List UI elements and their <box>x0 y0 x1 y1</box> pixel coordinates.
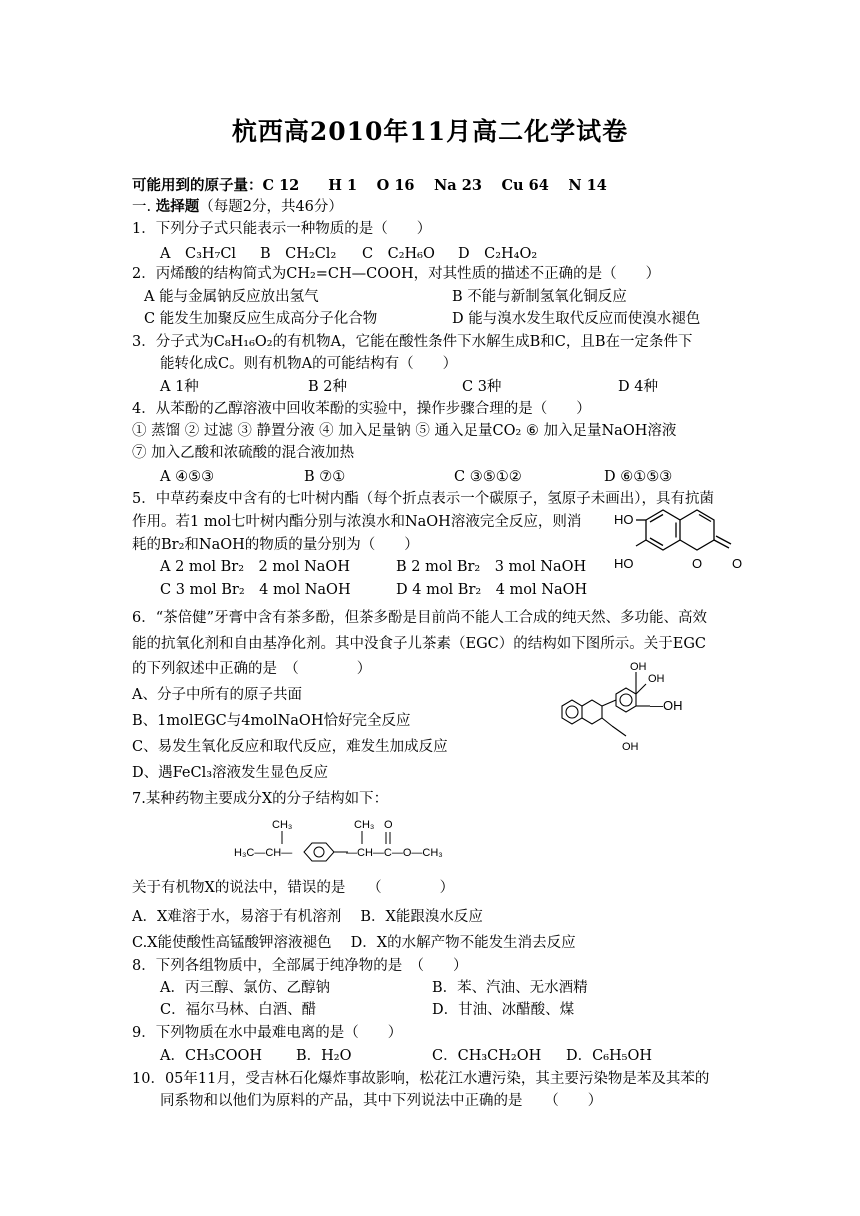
page-title: 杭西高2010年11月高二化学试卷 <box>231 117 629 146</box>
q8-option-b: B．苯、汽油、无水酒精 <box>432 980 588 996</box>
q3-option-c: C 3种 <box>462 379 502 395</box>
q6-option-a: A、分子中所有的原子共面 <box>132 687 302 703</box>
q6-oh-bottom: OH <box>622 741 639 753</box>
q7-ch3-label-1: CH₃ <box>272 819 293 831</box>
q7-carbonyl-o-label: O <box>384 819 393 831</box>
q7-h3c-ch-label: H₃C—CH— <box>234 847 293 859</box>
q1-option-a: A C₃H₇Cl <box>160 246 237 262</box>
q6-option-b: B、1molEGC与4molNaOH恰好完全反应 <box>132 713 411 729</box>
q6-oh-right: OH <box>648 673 665 685</box>
q7-options-cd: C.X能使酸性高锰酸钾溶液褪色 D．X的水解产物不能发生消去反应 <box>132 935 576 951</box>
q1-option-d: D C₂H₄O₂ <box>458 246 538 262</box>
q7-stem: 7.某种药物主要成分X的分子结构如下： <box>132 791 389 807</box>
q6-oh-top: OH <box>630 661 647 673</box>
q2-option-c: C 能发生加聚反应生成高分子化合物 <box>144 311 378 327</box>
q5-keto-o-label: O <box>732 556 743 571</box>
q7-ch3-label-2: CH₃ <box>354 819 375 831</box>
q6-option-d: D、遇FeCl₃溶液发生显色反应 <box>132 765 329 781</box>
q10-stem-2: 同系物和以他们为原料的产品，其中下列说法中正确的是 （ ） <box>160 1093 603 1109</box>
q6-stem-1: 6．“茶倍健”牙膏中含有茶多酚，但茶多酚是目前尚不能人工合成的纯天然、多功能、高效 <box>132 610 708 626</box>
section-heading <box>132 197 343 217</box>
q7-structure <box>232 816 462 866</box>
q9-option-a: A．CH₃COOH <box>160 1048 263 1064</box>
q5-option-a: A 2 mol Br₂ 2 mol NaOH <box>160 559 350 575</box>
q4-steps-1: ① 蒸馏 ② 过滤 ③ 静置分液 ④ 加入足量钠 ⑤ 通入足量CO₂ ⑥ 加入足量NaOH溶液 <box>132 423 677 439</box>
q4-option-a: A ④⑤③ <box>160 469 215 485</box>
section-number: 一. <box>132 199 152 215</box>
q3-option-b: B 2种 <box>308 379 347 395</box>
q8-option-c: C．福尔马林、白酒、醋 <box>160 1002 317 1018</box>
q5-ring-o-label: O <box>692 556 703 571</box>
q4-option-b: B ⑦① <box>304 469 346 485</box>
section-name: 选择题 <box>155 198 200 215</box>
q10-stem-1: 10．05年11月，受吉林石化爆炸事故影响，松花江水遭污染，其主要污染物是苯及其苯的 <box>132 1071 710 1087</box>
q2-option-d: D 能与溴水发生取代反应而使溴水褪色 <box>452 311 701 327</box>
q5-stem-2: 作用。若1 mol七叶树内酯分别与浓溴水和NaOH溶液完全反应，则消 <box>132 514 582 530</box>
q8-option-a: A．丙三醇、氯仿、乙醇钠 <box>160 980 330 996</box>
atomic-masses: 可能用到的原子量：C 12 H 1 O 16 Na 23 Cu 64 N 14 <box>132 177 607 194</box>
q3-stem-2: 能转化成C。则有机物A的可能结构有（ ） <box>160 356 458 372</box>
q5-option-c: C 3 mol Br₂ 4 mol NaOH <box>160 582 351 598</box>
q4-stem: 4．从苯酚的乙醇溶液中回收苯酚的实验中，操作步骤合理的是（ ） <box>132 401 591 417</box>
q5-ho-label-2: HO <box>614 556 634 571</box>
q4-option-d: D ⑥①⑤③ <box>604 469 673 485</box>
q3-option-d: D 4种 <box>618 379 658 395</box>
q3-option-a: A 1种 <box>160 379 199 395</box>
q1-option-b: B CH₂Cl₂ <box>260 246 337 262</box>
q5-esculetin-structure <box>606 506 766 580</box>
q1-option-c: C C₂H₆O <box>362 246 435 262</box>
q5-option-b: B 2 mol Br₂ 3 mol NaOH <box>396 559 587 575</box>
q9-option-c: C．CH₃CH₂OH <box>432 1048 542 1064</box>
q7-ch-ester-label: —CH—C—O—CH₃ <box>346 847 443 859</box>
q6-option-c: C、易发生氧化反应和取代反应，难发生加成反应 <box>132 739 448 755</box>
q6-oh-side: —OH <box>650 698 683 713</box>
q5-stem-3: 耗的Br₂和NaOH的物质的量分别为（ ） <box>132 537 419 553</box>
q7-ask: 关于有机物X的说法中，错误的是 （ ） <box>132 880 455 896</box>
q6-stem-2: 能的抗氧化剂和自由基净化剂。其中没食子儿茶素（EGC）的结构如下图所示。关于EGC <box>132 636 707 652</box>
q5-option-d: D 4 mol Br₂ 4 mol NaOH <box>396 582 588 598</box>
q4-option-c: C ③⑤①② <box>454 469 522 485</box>
q4-steps-2: ⑦ 加入乙酸和浓硫酸的混合液加热 <box>132 445 355 461</box>
q5-ho-label-1: HO <box>614 512 634 527</box>
q6-stem-3: 的下列叙述中正确的是 （ ） <box>132 661 372 677</box>
q5-stem-1: 5．中草药秦皮中含有的七叶树内酯（每个折点表示一个碳原子，氢原子未画出），具有抗菌 <box>132 491 714 507</box>
q8-option-d: D．甘油、冰醋酸、煤 <box>432 1002 575 1018</box>
q2-stem: 2．丙烯酸的结构简式为CH₂=CH—COOH，对其性质的描述不正确的是（ ） <box>132 266 661 282</box>
q8-stem: 8．下列各组物质中，全部属于纯净物的是 （ ） <box>132 958 468 974</box>
q9-stem: 9．下列物质在水中最难电离的是（ ） <box>132 1025 403 1041</box>
q7-options-ab: A．X难溶于水，易溶于有机溶剂 B．X能跟溴水反应 <box>132 909 483 925</box>
q6-egc-structure <box>554 656 704 756</box>
section-note: （每题2分，共46分） <box>199 199 343 215</box>
q2-option-b: B 不能与新制氢氧化铜反应 <box>452 289 627 305</box>
q1-stem: 1．下列分子式只能表示一种物质的是（ ） <box>132 221 432 237</box>
q2-option-a: A 能与金属钠反应放出氢气 <box>144 289 319 305</box>
q3-stem-1: 3．分子式为C₈H₁₆O₂的有机物A，它能在酸性条件下水解生成B和C，且B在一定条件下 <box>132 334 693 350</box>
q9-option-b: B．H₂O <box>296 1048 352 1064</box>
q9-option-d: D．C₆H₅OH <box>566 1048 653 1064</box>
